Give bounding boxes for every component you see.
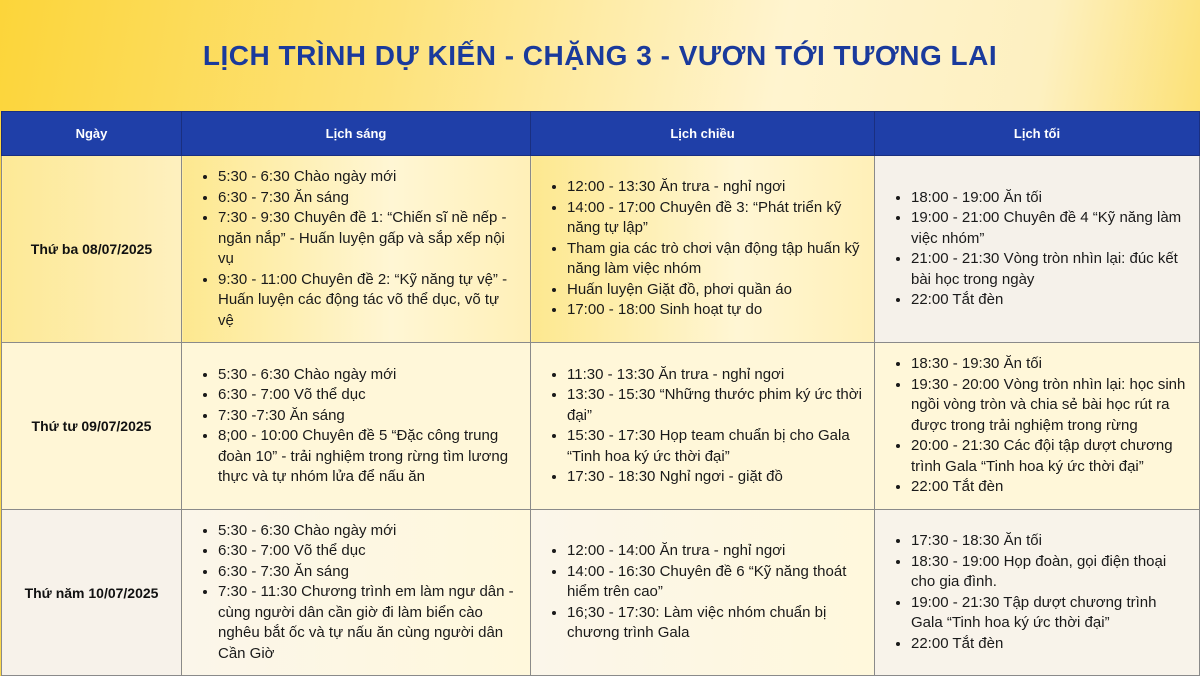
header-day: Ngày: [2, 112, 182, 156]
list-item: • 19:00 - 21:00 Chuyên đề 4 “Kỹ năng làm việc nhóm”: [911, 208, 1187, 249]
afternoon-cell: [531, 510, 875, 676]
list-item: • 6:30 - 7:30 Ăn sáng: [218, 188, 518, 209]
list-item: • 22:00 Tắt đèn: [911, 477, 1187, 498]
header-evening: Lịch tối: [875, 112, 1200, 156]
list-item: • 19:00 - 21:30 Tập dượt chương trình Gala “Tinh hoa ký ức thời đại”: [911, 593, 1187, 634]
list-item: • 18:30 - 19:00 Họp đoàn, gọi điện thoại cho gia đình.: [911, 552, 1187, 593]
list-item: • 17:30 - 18:30 Nghỉ ngơi - giặt đồ: [567, 467, 862, 488]
list-item: • 9:30 - 11:00 Chuyên đề 2: “Kỹ năng tự vệ” - Huấn luyện các động tác võ thể dục, võ tự vệ: [218, 270, 518, 332]
schedule-table: [1, 111, 1200, 676]
list-item: • 8;00 - 10:00 Chuyên đề 5 “Đặc công trung đoàn 10” - trải nghiệm trong rừng tìm lương thực và tự nhóm lửa để nấu ăn: [218, 426, 518, 488]
day-cell: Thứ tư 09/07/2025: [2, 343, 182, 510]
list-item: • 20:00 - 21:30 Các đội tập dượt chương trình Gala “Tinh hoa ký ức thời đại”: [911, 436, 1187, 477]
list-item: • 7:30 - 11:30 Chương trình em làm ngư dân - cùng người dân cần giờ đi làm biển cào nghêu bắt ốc và tự nấu ăn cùng người dân Cần Giờ: [218, 582, 518, 664]
list-item: • 6:30 - 7:00 Võ thể dục: [218, 541, 518, 562]
evening-list: [879, 188, 1187, 311]
page-title: LỊCH TRÌNH DỰ KIẾN - CHẶNG 3 - VƯƠN TỚI TƯƠNG LAI: [202, 40, 998, 71]
morning-cell: [182, 156, 531, 343]
morning-cell: [182, 510, 531, 676]
evening-list: [879, 531, 1187, 654]
list-item: • 15:30 - 17:30 Họp team chuẩn bị cho Gala “Tinh hoa ký ức thời đại”: [567, 426, 862, 467]
list-item: • 6:30 - 7:30 Ăn sáng: [218, 562, 518, 583]
evening-list: [879, 354, 1187, 498]
morning-list: [186, 167, 518, 331]
list-item: • 12:00 - 13:30 Ăn trưa - nghỉ ngơi: [567, 177, 862, 198]
list-item: • 7:30 - 9:30 Chuyên đề 1: “Chiến sĩ nề nếp - ngăn nắp” - Huấn luyện gấp và sắp xếp nội vụ: [218, 208, 518, 270]
header-afternoon: Lịch chiều: [531, 112, 875, 156]
list-item: • Huấn luyện Giặt đồ, phơi quần áo: [567, 280, 862, 301]
afternoon-list: [535, 365, 862, 488]
list-item: • 14:00 - 17:00 Chuyên đề 3: “Phát triển kỹ năng tự lập”: [567, 198, 862, 239]
evening-cell: [875, 510, 1200, 676]
list-item: • 14:00 - 16:30 Chuyên đề 6 “Kỹ năng thoát hiểm trên cao”: [567, 562, 862, 603]
day-cell: Thứ năm 10/07/2025: [2, 510, 182, 676]
list-item: • 5:30 - 6:30 Chào ngày mới: [218, 365, 518, 386]
header-row: [2, 112, 1200, 156]
afternoon-cell: [531, 343, 875, 510]
list-item: • 5:30 - 6:30 Chào ngày mới: [218, 521, 518, 542]
list-item: • 12:00 - 14:00 Ăn trưa - nghỉ ngơi: [567, 541, 862, 562]
afternoon-cell: [531, 156, 875, 343]
list-item: • 21:00 - 21:30 Vòng tròn nhìn lại: đúc kết bài học trong ngày: [911, 249, 1187, 290]
list-item: • 17:00 - 18:00 Sinh hoạt tự do: [567, 300, 862, 321]
list-item: • 13:30 - 15:30 “Những thước phim ký ức thời đại”: [567, 385, 862, 426]
evening-cell: [875, 343, 1200, 510]
list-item: • 7:30 -7:30 Ăn sáng: [218, 406, 518, 427]
list-item: • 18:00 - 19:00 Ăn tối: [911, 188, 1187, 209]
list-item: • 19:30 - 20:00 Vòng tròn nhìn lại: học sinh ngồi vòng tròn và chia sẻ bài học rút ra được trong trải nghiệm trong rừng: [911, 375, 1187, 437]
afternoon-list: [535, 177, 862, 321]
list-item: • Tham gia các trò chơi vận động tập huấn kỹ năng làm việc nhóm: [567, 239, 862, 280]
list-item: • 11:30 - 13:30 Ăn trưa - nghỉ ngơi: [567, 365, 862, 386]
morning-list: [186, 521, 518, 665]
morning-cell: [182, 343, 531, 510]
list-item: • 22:00 Tắt đèn: [911, 634, 1187, 655]
day-cell: Thứ ba 08/07/2025: [2, 156, 182, 343]
table-row: [2, 510, 1200, 676]
list-item: • 18:30 - 19:30 Ăn tối: [911, 354, 1187, 375]
list-item: • 5:30 - 6:30 Chào ngày mới: [218, 167, 518, 188]
list-item: • 22:00 Tắt đèn: [911, 290, 1187, 311]
list-item: • 17:30 - 18:30 Ăn tối: [911, 531, 1187, 552]
afternoon-list: [535, 541, 862, 644]
list-item: • 16;30 - 17:30: Làm việc nhóm chuẩn bị chương trình Gala: [567, 603, 862, 644]
header-morning: Lịch sáng: [182, 112, 531, 156]
table-row: [2, 343, 1200, 510]
list-item: • 6:30 - 7:00 Võ thể dục: [218, 385, 518, 406]
morning-list: [186, 365, 518, 488]
evening-cell: [875, 156, 1200, 343]
table-row: [2, 156, 1200, 343]
